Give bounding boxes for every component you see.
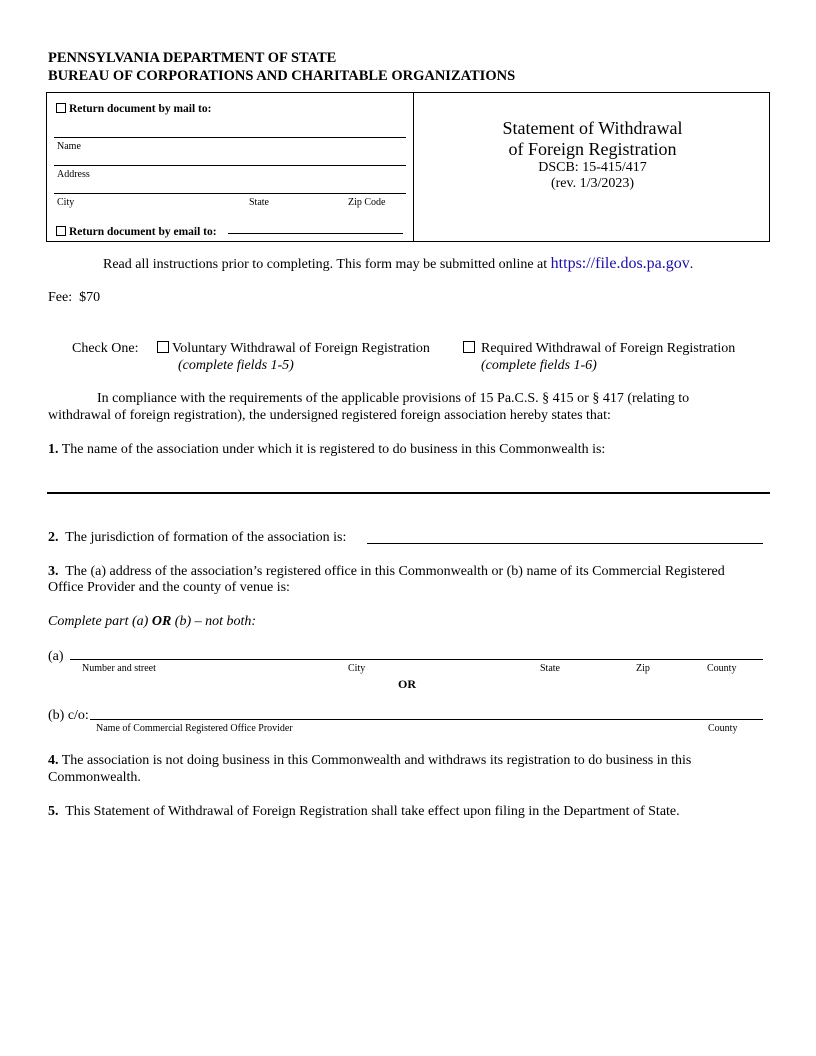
item-3-instruction (48, 614, 256, 630)
required-checkbox-icon[interactable] (463, 341, 475, 353)
form-title-line2: of Foreign Registration (508, 139, 677, 159)
item-3-instruction-or: OR (151, 614, 172, 629)
item-3-instruction-post: (b) – not both: (174, 614, 257, 629)
item-2-number: 2. (48, 530, 59, 545)
provider-name-label: Name of Commercial Registered Office Provider (96, 723, 293, 734)
required-withdrawal-option[interactable] (463, 341, 735, 357)
part-a-county-label: County (707, 663, 737, 674)
part-b-provider-field[interactable] (90, 719, 763, 720)
item-3-line2: Office Provider and the county of venue is: (48, 580, 290, 595)
email-field-line[interactable] (228, 233, 403, 234)
form-code: DSCB: 15-415/417 (538, 160, 647, 175)
required-fields-note: (complete fields 1-6) (481, 358, 597, 373)
item-4 (48, 753, 691, 769)
item-5-number: 5. (48, 804, 59, 819)
name-field-line[interactable] (54, 137, 406, 138)
item-3 (48, 564, 725, 580)
jurisdiction-field[interactable] (367, 543, 763, 544)
item-3-line1: The (a) address of the association’s registered office in this Commonwealth or (b) name of its Commercial Registered (65, 564, 725, 579)
address-field-line[interactable] (54, 165, 406, 166)
department-title: PENNSYLVANIA DEPARTMENT OF STATE (48, 50, 337, 66)
item-4-number: 4. (48, 753, 59, 768)
mail-return-label: Return document by mail to: (69, 103, 212, 115)
item-2-text: The jurisdiction of formation of the association is: (65, 530, 347, 545)
part-b-label: (b) c/o: (48, 708, 89, 723)
part-a-label: (a) (48, 649, 64, 664)
part-a-city-label: City (348, 663, 366, 674)
box-divider (413, 92, 414, 242)
online-filing-link[interactable]: https://file.dos.pa.gov (550, 255, 690, 272)
email-checkbox-icon[interactable] (56, 226, 66, 236)
item-4-line2: Commonwealth. (48, 770, 141, 785)
part-a-address-field[interactable] (70, 659, 763, 660)
part-a-zip-label: Zip (636, 663, 650, 674)
item-1-number: 1. (48, 442, 59, 457)
bureau-title: BUREAU OF CORPORATIONS AND CHARITABLE ORGANIZATIONS (48, 68, 516, 84)
form-title-line1: Statement of Withdrawal (502, 118, 683, 138)
or-separator: OR (398, 677, 416, 691)
item-3-number: 3. (48, 564, 59, 579)
part-b-county-label: County (708, 723, 738, 734)
instructions-end: . (689, 257, 694, 272)
voluntary-checkbox-icon[interactable] (157, 341, 169, 353)
mail-checkbox-icon[interactable] (56, 103, 66, 113)
street-label: Number and street (82, 663, 156, 674)
form-revision: (rev. 1/3/2023) (550, 176, 635, 191)
compliance-line2: withdrawal of foreign registration), the undersigned registered foreign association hereby states that: (48, 408, 611, 423)
form-title-block (415, 118, 770, 192)
zip-code-label: Zip Code (348, 197, 386, 208)
mail-return-option[interactable] (56, 99, 211, 117)
address-label: Address (57, 169, 90, 180)
item-1-text: The name of the association under which it is registered to do business in this Commonwealth is: (61, 442, 606, 457)
item-5-text: This Statement of Withdrawal of Foreign Registration shall take effect upon filing in the Department of State. (65, 804, 680, 819)
state-label: State (249, 197, 269, 208)
voluntary-fields-note: (complete fields 1-5) (178, 358, 294, 373)
email-return-option[interactable] (56, 222, 217, 240)
voluntary-withdrawal-label: Voluntary Withdrawal of Foreign Registration (172, 341, 430, 356)
city-state-zip-line[interactable] (54, 193, 406, 194)
item-4-line1: The association is not doing business in this Commonwealth and withdraws its registration to do business in this (61, 753, 692, 768)
check-one-label: Check One: (72, 341, 139, 356)
item-3-instruction-pre: Complete part (a) (48, 614, 149, 629)
compliance-line1: In compliance with the requirements of the applicable provisions of 15 Pa.C.S. § 415 or § 417 (relating to (97, 391, 690, 406)
name-label: Name (57, 141, 81, 152)
email-return-label: Return document by email to: (69, 226, 217, 238)
instructions-text: Read all instructions prior to completing. This form may be submitted online at (103, 257, 548, 272)
instructions (103, 255, 693, 273)
association-name-field[interactable] (47, 492, 770, 494)
voluntary-withdrawal-option[interactable] (157, 341, 430, 357)
city-label: City (57, 197, 75, 208)
fee-text: Fee: $70 (48, 290, 101, 305)
item-5 (48, 804, 680, 820)
part-a-state-label: State (540, 663, 560, 674)
item-1 (48, 442, 605, 458)
item-2 (48, 530, 346, 546)
required-withdrawal-label: Required Withdrawal of Foreign Registration (481, 341, 736, 356)
